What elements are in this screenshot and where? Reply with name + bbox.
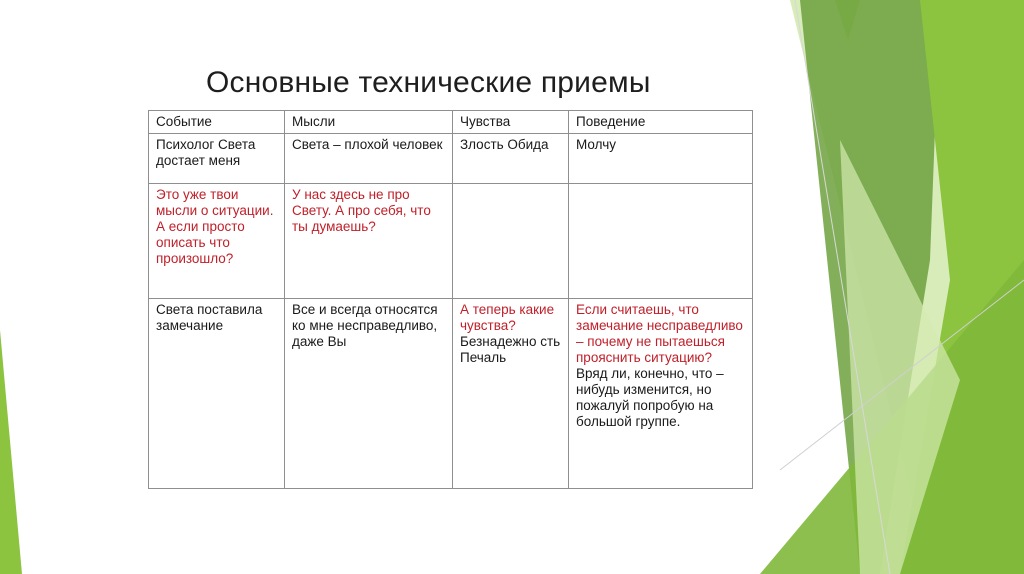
header-behavior: Поведение xyxy=(569,111,753,134)
cell-behavior xyxy=(569,299,753,489)
event-text: Психолог Света достает меня xyxy=(156,137,256,168)
cell-event xyxy=(149,184,285,299)
cell-thoughts xyxy=(285,134,453,184)
table-row xyxy=(149,134,753,184)
cell-event xyxy=(149,134,285,184)
cell-behavior xyxy=(569,184,753,299)
techniques-table xyxy=(148,110,753,489)
cell-thoughts xyxy=(285,299,453,489)
feelings-text: Безнадежно сть Печаль xyxy=(460,334,561,365)
table-row xyxy=(149,184,753,299)
behavior-comment: Если считаешь, что замечание несправедливо – почему не пытаешься прояснить ситуацию? xyxy=(576,302,743,365)
event-text: Света поставила замечание xyxy=(156,302,263,333)
behavior-text: Молчу xyxy=(576,137,616,152)
cell-feelings xyxy=(453,134,569,184)
thoughts-text: Света – плохой человек xyxy=(292,137,443,152)
header-event: Событие xyxy=(149,111,285,134)
header-feelings: Чувства xyxy=(453,111,569,134)
event-comment: Это уже твои мысли о ситуации. А если просто описать что произошло? xyxy=(156,187,274,266)
feelings-comment: А теперь какие чувства? xyxy=(460,302,555,333)
cell-thoughts xyxy=(285,184,453,299)
table-row xyxy=(149,299,753,489)
behavior-text: Вряд ли, конечно, что –нибудь изменится, но пожалуй попробую на большой группе. xyxy=(576,366,724,429)
thoughts-text: Все и всегда относятся ко мне несправедливо, даже Вы xyxy=(292,302,438,349)
feelings-text: Злость Обида xyxy=(460,137,549,152)
table-header-row xyxy=(149,111,753,134)
header-thoughts: Мысли xyxy=(285,111,453,134)
slide-title: Основные технические приемы xyxy=(206,66,651,99)
cell-feelings xyxy=(453,299,569,489)
cell-behavior xyxy=(569,134,753,184)
cell-event xyxy=(149,299,285,489)
thoughts-comment: У нас здесь не про Свету. А про себя, что ты думаешь? xyxy=(292,187,431,234)
green-shard-left xyxy=(0,330,22,574)
cell-feelings xyxy=(453,184,569,299)
